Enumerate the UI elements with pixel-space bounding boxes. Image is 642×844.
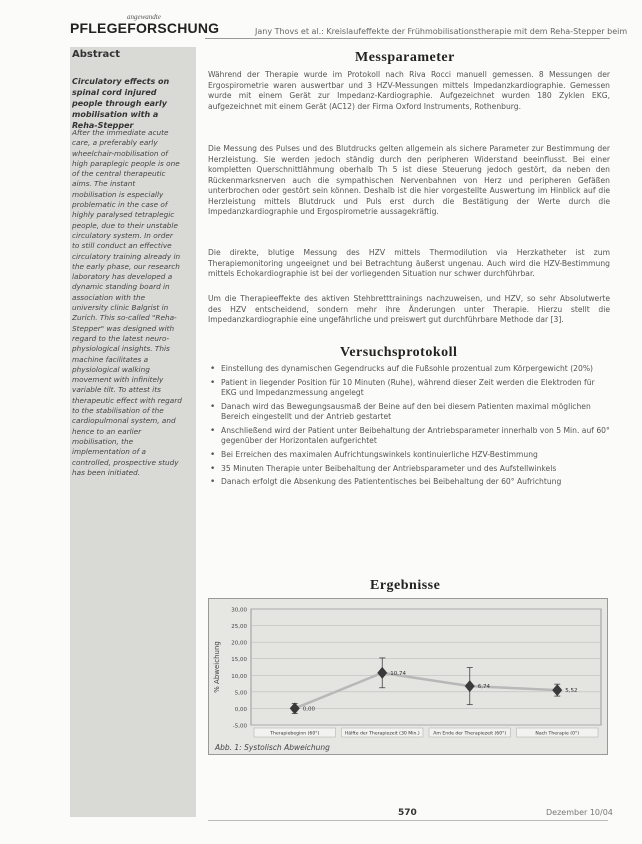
- paragraph: Die direkte, blutige Messung des HZV mittels Thermodilution via Herzkatheter ist zum Therapiemonitoring ungeeignet und bei Betrachtung äußerst ungenau. Auch wird die HZV-Bestimmung mittels Echokardiographie ist bei der vorliegenden Situation nur schwer durchführbar.: [208, 248, 610, 278]
- section-heading-protokoll: Versuchsprotokoll: [340, 345, 458, 360]
- paragraph: Um die Therapieeffekte des aktiven Stehbretttrainings nachzuweisen, und HZV, so sehr Absolutwerte des HZV entscheidend, sondern mehr ihre Änderungen unter Therapie. Hierzu stellt die Impedanzkardiographie eine ungefährliche und preiswert gut durchführbare Methode dar [3].: [208, 294, 610, 324]
- data-label: 10,74: [390, 670, 406, 677]
- list-item: • Anschließend wird der Patient unter Beibehaltung der Antriebsparameter innerhalb von 5 Min. auf 60° gegenüber der Horizontalen aufgerichtet: [210, 425, 610, 445]
- y-tick-label: 15,00: [231, 657, 247, 664]
- paragraph: Die Messung des Pulses und des Blutdrucks gelten allgemein als sichere Parameter zur Bestimmung der Herzleistung. Sie werden jedoch ständig durch den peripheren Widerstand beeinflusst. Bei einer kompletten Querschnittlähmung oberhalb Th 5 ist diese Steuerung jedoch gestört, da neben den Rückenmarksnerven auch die sympathischen Nervenbahnen von Herz und peripheren Gefäßen unterbrochen oder gestört sein können. Deshalb ist die hier vorgestellte Auswertung im Hinblick auf die Herzleistung mittels Blutdruck und Puls erst durch die Bestätigung der Werte durch die Impedanzkardiographie und Ergospirometrie aussagekräftig.: [208, 144, 610, 216]
- y-tick-label: 20,00: [231, 640, 247, 647]
- y-tick-label: 25,00: [231, 624, 247, 631]
- data-label: 6,74: [477, 684, 490, 691]
- logo-tagline: angewandte: [127, 13, 161, 21]
- running-head: Jany Thovs et al.: Kreislaufeffekte der Frühmobilisationstherapie mit dem Reha-Stepper beim: [255, 27, 628, 36]
- x-category-label: Nach Therapie (0°): [535, 731, 580, 737]
- data-label: 5,52: [565, 688, 578, 695]
- journal-logo: PFLEGEFORSCHUNG: [70, 20, 220, 36]
- figure-caption: Abb. 1: Systolisch Abweichung: [215, 743, 330, 752]
- section-heading-ergebnisse: Ergebnisse: [370, 578, 441, 593]
- bullet-icon: •: [210, 364, 216, 374]
- chart-frame: [208, 598, 608, 755]
- abstract-body: After the immediate acute care, a preferably early wheelchair-mobilisation of high paraplegic people is one of the central therapeutic aims. The instant mobilisation is especially problematic in the case of highly paralysed tetraplegic people, due to their unstable circulatory system. In order to still conduct an effective circulatory training already in the early phase, our research laboratory has developed a dynamic standing board in association with the university clinic Balgrist in Zurich. This so-called "Reha-Stepper" was designed with regard to the latest neuro-physiological insights. This machine facilitates a physiological walking movement with infinitely variable tilt. To attest its therapeutic effect with regard to the stabilisation of the cardiopulmonal system, and hence to an earlier mobilisation, the implementation of a controlled, prospective study has been initiated.: [72, 128, 182, 477]
- y-tick-label: 10,00: [231, 673, 247, 680]
- x-category-label: Therapiebeginn (60°): [270, 731, 320, 737]
- y-tick-label: 0,00: [234, 706, 247, 713]
- y-tick-label: 5,00: [234, 690, 247, 697]
- bullet-icon: •: [210, 377, 216, 388]
- y-tick-label: -5,00: [232, 723, 247, 730]
- paragraph: Während der Therapie wurde im Protokoll nach Riva Rocci manuell gemessen. 8 Messungen der Ergospirometrie waren auswertbar und 3 HZV-Messungen mittels Impedanzkardiographie. Gemessen wurde mit einem Gerät zur Impedanz-Kardiographie. Aufgezeichnet wurden 180 Zyklen EKG, aufgezeichnet mit einem Gerät (AC12) der Firma Oxford Instruments, Rothenburg.: [208, 70, 610, 111]
- y-tick-label: 30,00: [231, 607, 247, 614]
- list-item: • Danach erfolgt die Absenkung des Patiententisches bei Beibehaltung der 60° Aufrichtung: [210, 477, 562, 488]
- section-heading-messparameter: Messparameter: [355, 50, 455, 65]
- list-item: • Bei Erreichen des maximalen Aufrichtungswinkels kontinuierliche HZV-Bestimmung: [210, 449, 538, 460]
- bullet-icon: •: [210, 401, 216, 412]
- issue-label: Dezember 10/04: [546, 808, 613, 817]
- list-item: • 35 Minuten Therapie unter Beibehaltung der Antriebsparameter und des Aufstellwinkels: [210, 463, 557, 474]
- protocol-list: [208, 364, 610, 491]
- header-rule: [205, 38, 610, 39]
- footer-rule: [208, 820, 608, 821]
- abstract-heading: Abstract: [72, 49, 121, 60]
- list-item: • Einstellung des dynamischen Gegendrucks auf die Fußsohle prozentual zum Körpergewicht (20%): [210, 364, 594, 374]
- bullet-icon: •: [210, 425, 216, 436]
- list-item: • Danach wird das Bewegungsausmaß der Beine auf den bei diesem Patienten maximal möglichen Bereich eingestellt und der Antrieb gestartet: [210, 401, 591, 421]
- x-category-label: Hälfte der Therapiezeit (30 Min.): [344, 731, 420, 737]
- y-axis-label: % Abweichung: [213, 641, 221, 693]
- page-number: 570: [398, 808, 417, 818]
- bullet-icon: •: [210, 449, 216, 460]
- x-category-label: Am Ende der Therapiezeit (60°): [433, 731, 507, 737]
- bullet-icon: •: [210, 477, 216, 488]
- chart-svg: [209, 599, 607, 739]
- list-item: • Patient in liegender Position für 10 Minuten (Ruhe), während dieser Zeit werden die Elektroden für EKG und Impedanzmessung angelegt: [210, 377, 595, 397]
- abstract-english-title: Circulatory effects on spinal cord injured people through early mobilisation with a Reha-Stepper: [72, 77, 170, 130]
- data-label: 0,00: [302, 706, 315, 713]
- bullet-icon: •: [210, 463, 216, 474]
